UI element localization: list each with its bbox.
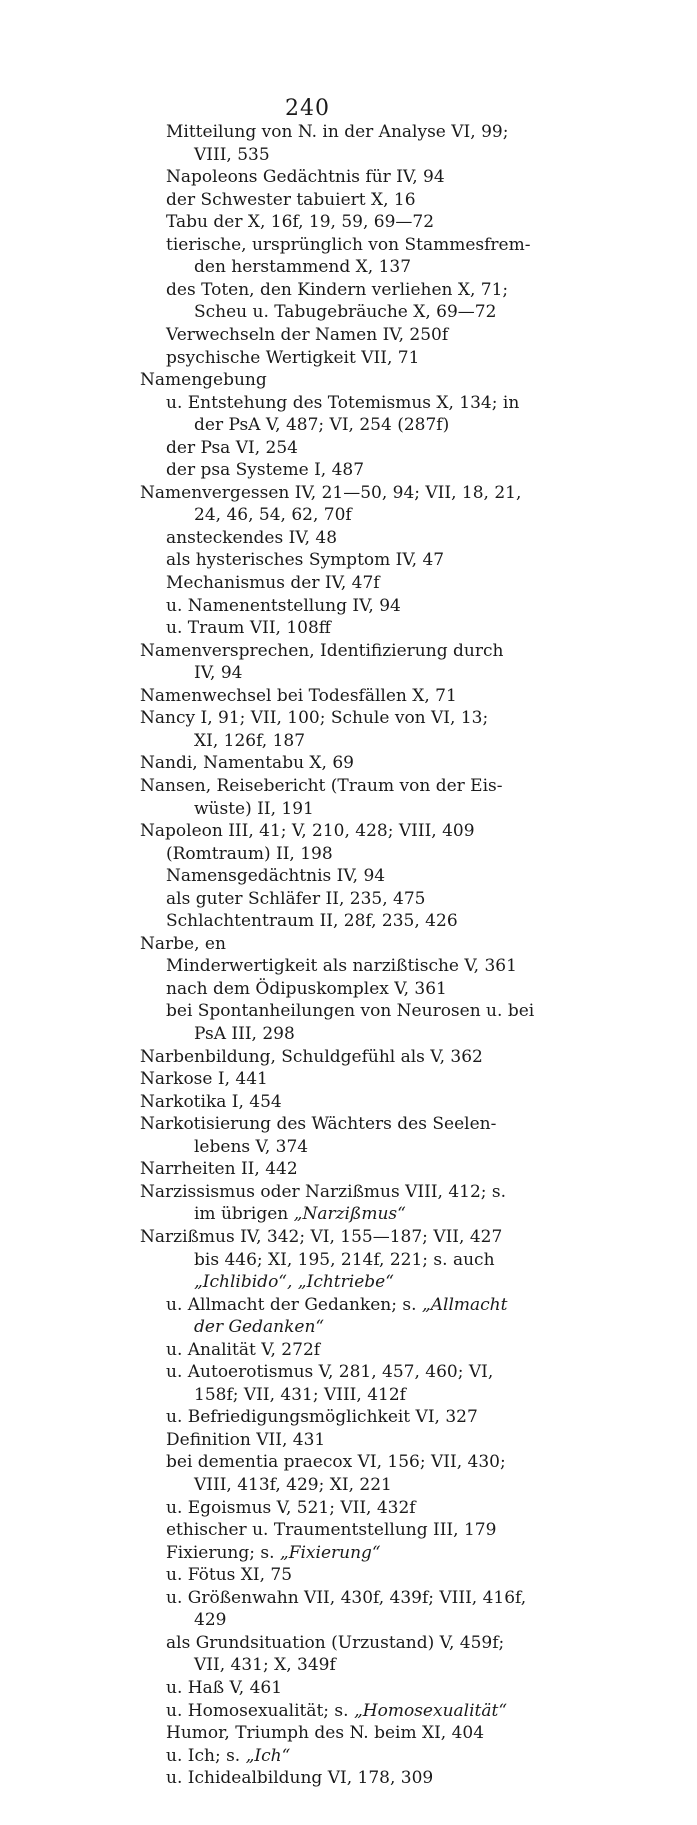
index-line: [166, 1519, 496, 1541]
index-line-text: als hysterisches Symptom IV, 47: [166, 550, 445, 570]
index-line-text: Napoleons Gedächtnis für IV, 94: [166, 167, 445, 187]
index-line: [194, 1384, 406, 1406]
index-line-text: bis 446; XI, 195, 214f, 221; s. auch: [194, 1250, 495, 1270]
index-line: [166, 347, 419, 369]
index-line: [194, 1023, 295, 1045]
index-line: [166, 166, 445, 188]
index-line: [140, 1158, 298, 1180]
page-number: 240: [285, 96, 330, 121]
index-line: [166, 1542, 381, 1564]
index-line: [194, 504, 352, 526]
index-line: [166, 459, 364, 481]
index-line-text: Narrheiten II, 442: [140, 1159, 298, 1179]
index-line: [194, 1474, 392, 1496]
index-line: [166, 437, 298, 459]
index-line-text: Schlachtentraum II, 28f, 235, 426: [166, 911, 458, 931]
index-line: [166, 843, 333, 865]
index-line-text: u. Ich; s.: [166, 1746, 246, 1766]
index-line: [166, 527, 337, 549]
index-line: [194, 1609, 226, 1631]
index-line-text: Namengebung: [140, 370, 267, 390]
index-line: [194, 798, 314, 820]
index-line: [166, 1000, 534, 1022]
index-line: [166, 234, 530, 256]
index-line-text: 158f; VII, 431; VIII, 412f: [194, 1385, 406, 1405]
index-cross-reference: „Allmacht: [421, 1295, 508, 1315]
index-line-text: Narzißmus IV, 342; VI, 155—187; VII, 427: [140, 1227, 503, 1247]
index-line-text: Nancy I, 91; VII, 100; Schule von VI, 13;: [140, 708, 489, 728]
index-line: [166, 392, 519, 414]
index-line-text: u. Haß V, 461: [166, 1678, 283, 1698]
index-line: [140, 1226, 502, 1248]
index-line: [140, 482, 521, 504]
index-line-text: Mitteilung von N. in der Analyse VI, 99;: [166, 122, 509, 142]
index-line: [194, 662, 242, 684]
index-line-text: 24, 46, 54, 62, 70f: [194, 505, 352, 525]
index-line: [166, 211, 434, 233]
index-line-text: Narbenbildung, Schuldgefühl als V, 362: [140, 1047, 483, 1067]
index-line-text: XI, 126f, 187: [194, 731, 306, 751]
index-line-text: u. Ichidealbildung VI, 178, 309: [166, 1768, 434, 1788]
index-line: [194, 730, 305, 752]
index-line: [166, 978, 447, 1000]
index-line-text: VII, 431; X, 349f: [194, 1655, 336, 1675]
index-line: [166, 1339, 320, 1361]
index-line-text: u. Egoismus V, 521; VII, 432f: [166, 1498, 416, 1518]
index-line: [166, 1745, 290, 1767]
index-cross-reference: „Fixierung“: [279, 1543, 381, 1563]
index-line-text: Narkose I, 441: [140, 1069, 268, 1089]
index-line: [140, 1113, 496, 1135]
index-cross-reference: „Narzißmus“: [293, 1204, 406, 1224]
index-line: [166, 1497, 416, 1519]
index-line-text: Mechanismus der IV, 47f: [166, 573, 380, 593]
index-line-text: im übrigen: [194, 1204, 294, 1224]
index-line: [194, 1203, 406, 1225]
index-line-text: Nansen, Reisebericht (Traum von der Eis-: [140, 776, 503, 796]
index-line: [166, 549, 444, 571]
index-line-text: der psa Systeme I, 487: [166, 460, 365, 480]
index-line: [166, 1700, 507, 1722]
index-line-text: den herstammend X, 137: [194, 257, 412, 277]
index-line-text: Narzissismus oder Narzißmus VIII, 412; s.: [140, 1182, 507, 1202]
index-line: [140, 1181, 506, 1203]
index-line-text: Narkotisierung des Wächters des Seelen-: [140, 1114, 497, 1134]
index-line-text: ansteckendes IV, 48: [166, 528, 338, 548]
index-cross-reference: „Homosexualität“: [353, 1701, 508, 1721]
index-line: [140, 752, 354, 774]
index-line-text: IV, 94: [194, 663, 243, 683]
index-line-text: bei dementia praecox VI, 156; VII, 430;: [166, 1452, 506, 1472]
index-line: [194, 1654, 336, 1676]
index-line: [166, 595, 401, 617]
index-line-text: ethischer u. Traumentstellung III, 179: [166, 1520, 497, 1540]
index-line: [166, 888, 425, 910]
index-line-text: als guter Schläfer II, 235, 475: [166, 889, 426, 909]
index-line-text: u. Namenentstellung IV, 94: [166, 596, 401, 616]
index-cross-reference: „Ich“: [245, 1746, 291, 1766]
index-line: [166, 189, 416, 211]
index-line: [140, 369, 267, 391]
index-line-text: Namenvergessen IV, 21—50, 94; VII, 18, 21,: [140, 483, 522, 503]
index-line: [194, 1136, 308, 1158]
index-line-text: u. Größenwahn VII, 430f, 439f; VIII, 416f,: [166, 1588, 527, 1608]
index-line: [140, 820, 475, 842]
index-line-text: als Grundsituation (Urzustand) V, 459f;: [166, 1633, 505, 1653]
index-line: [166, 617, 331, 639]
index-cross-reference: „Ichlibido“, „Ichtriebe“: [194, 1272, 394, 1292]
index-line-text: u. Homosexualität; s.: [166, 1701, 354, 1721]
index-line: [194, 144, 270, 166]
index-line: [166, 1722, 484, 1744]
index-line-text: u. Allmacht der Gedanken; s.: [166, 1295, 422, 1315]
index-line-text: Napoleon III, 41; V, 210, 428; VIII, 409: [140, 821, 475, 841]
index-line: [194, 301, 496, 323]
index-line: [194, 1271, 394, 1293]
index-line-text: Narkotika I, 454: [140, 1092, 282, 1112]
index-line: [140, 1091, 282, 1113]
index-line: [166, 1451, 506, 1473]
index-line: [194, 1316, 324, 1338]
index-line: [166, 1429, 325, 1451]
index-line-text: nach dem Ödipuskomplex V, 361: [166, 979, 447, 999]
index-line-text: Namenwechsel bei Todesfällen X, 71: [140, 686, 457, 706]
index-line-text: u. Fötus XI, 75: [166, 1565, 293, 1585]
index-line-text: lebens V, 374: [194, 1137, 309, 1157]
index-line-text: Nandi, Namentabu X, 69: [140, 753, 354, 773]
index-line-text: Minderwertigkeit als narzißtische V, 361: [166, 956, 517, 976]
index-line-text: u. Analität V, 272f: [166, 1340, 321, 1360]
index-line-text: Verwechseln der Namen IV, 250f: [166, 325, 449, 345]
index-line: [166, 279, 508, 301]
index-line: [166, 865, 385, 887]
index-line-text: u. Entstehung des Totemismus X, 134; in: [166, 393, 520, 413]
index-line-text: u. Traum VII, 108ff: [166, 618, 331, 638]
index-line-text: tierische, ursprünglich von Stammesfrem-: [166, 235, 531, 255]
index-line: [166, 1632, 504, 1654]
index-line-text: u. Befriedigungsmöglichkeit VI, 327: [166, 1407, 478, 1427]
index-line-text: wüste) II, 191: [194, 799, 314, 819]
index-line: [166, 1677, 282, 1699]
index-line-text: Definition VII, 431: [166, 1430, 326, 1450]
index-line-text: Humor, Triumph des N. beim XI, 404: [166, 1723, 485, 1743]
index-line-text: Namenversprechen, Identifizierung durch: [140, 641, 504, 661]
index-line-text: VIII, 413f, 429; XI, 221: [194, 1475, 392, 1495]
index-line: [166, 1587, 526, 1609]
index-line-text: der Schwester tabuiert X, 16: [166, 190, 416, 210]
index-line: [140, 933, 226, 955]
index-line-text: Tabu der X, 16f, 19, 59, 69—72: [166, 212, 435, 232]
index-line-text: der PsA V, 487; VI, 254 (287f): [194, 415, 450, 435]
index-line-text: Narbe, en: [140, 934, 226, 954]
index-line: [194, 1249, 495, 1271]
index-line: [166, 572, 380, 594]
index-line: [140, 707, 488, 729]
index-line-text: des Toten, den Kindern verliehen X, 71;: [166, 280, 509, 300]
index-line-text: der Psa VI, 254: [166, 438, 298, 458]
index-line: [140, 685, 457, 707]
index-line-text: 429: [194, 1610, 227, 1630]
index-line: [166, 955, 517, 977]
index-line-text: (Romtraum) II, 198: [166, 844, 333, 864]
index-line-text: u. Autoerotismus V, 281, 457, 460; VI,: [166, 1362, 494, 1382]
index-line-text: Fixierung; s.: [166, 1543, 280, 1563]
index-line: [166, 1406, 478, 1428]
index-cross-reference: der Gedanken“: [194, 1317, 325, 1337]
index-line: [166, 324, 448, 346]
index-line: [140, 640, 503, 662]
index-line: [166, 1294, 507, 1316]
index-line-text: VIII, 535: [194, 145, 270, 165]
index-line-text: psychische Wertigkeit VII, 71: [166, 348, 420, 368]
index-line: [140, 1046, 483, 1068]
index-line-text: Scheu u. Tabugebräuche X, 69—72: [194, 302, 497, 322]
index-line-text: Namensgedächtnis IV, 94: [166, 866, 386, 886]
index-line: [166, 1361, 493, 1383]
index-line-text: bei Spontanheilungen von Neurosen u. bei: [166, 1001, 535, 1021]
index-line: [166, 1767, 433, 1789]
index-line: [166, 121, 508, 143]
index-line: [166, 910, 458, 932]
index-line: [140, 775, 502, 797]
index-line: [140, 1068, 268, 1090]
index-line-text: PsA III, 298: [194, 1024, 295, 1044]
index-line: [194, 256, 411, 278]
index-line: [166, 1564, 292, 1586]
index-line: [194, 414, 449, 436]
